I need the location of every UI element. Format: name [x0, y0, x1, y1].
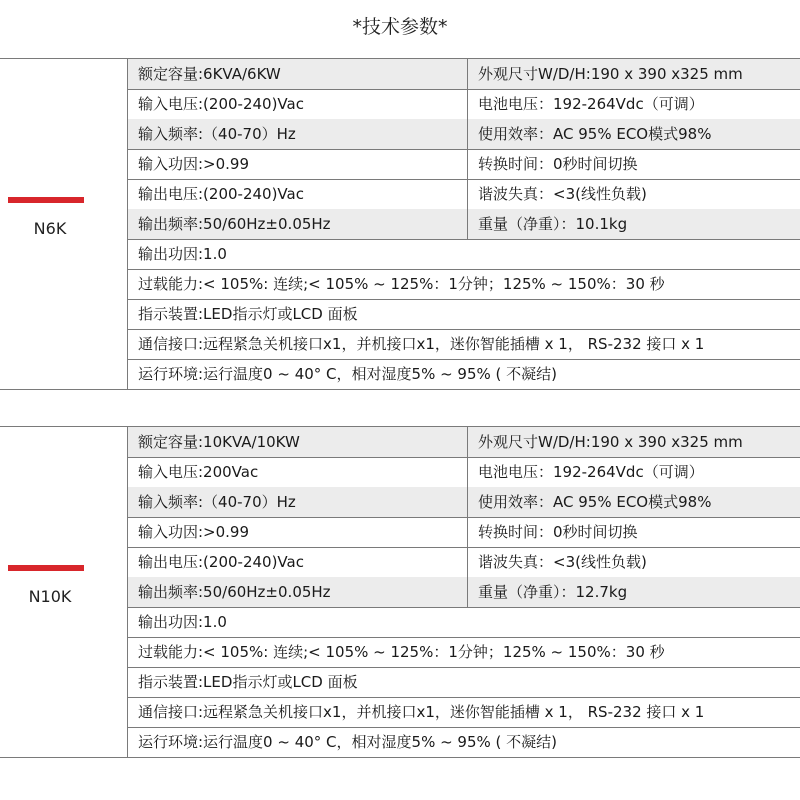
spec-row — [128, 487, 800, 518]
spec-cell-right: 使用效率：AC 95% ECO模式98% — [478, 125, 712, 143]
spec-cell-right: 谐波失真：<3(线性负载) — [478, 553, 647, 571]
spec-cell-right: 外观尺寸W/D/H:190 x 390 x325 mm — [478, 65, 743, 83]
spec-row — [128, 119, 800, 150]
spec-cell-left: 输出频率:50/60Hz±0.05Hz — [128, 577, 468, 607]
model-cell — [0, 427, 128, 757]
spec-row — [128, 359, 800, 389]
model-name: N10K — [28, 587, 72, 606]
spec-row — [128, 89, 800, 120]
spec-table-n6k — [0, 58, 800, 390]
spec-row — [128, 607, 800, 638]
spec-row — [128, 667, 800, 698]
spec-row — [128, 637, 800, 668]
spec-row — [128, 697, 800, 728]
spec-row — [128, 209, 800, 240]
model-name: N6K — [33, 219, 67, 238]
spec-cell-right: 外观尺寸W/D/H:190 x 390 x325 mm — [478, 433, 743, 451]
spec-cell-right: 使用效率：AC 95% ECO模式98% — [478, 493, 712, 511]
spec-cell: 指示装置:LED指示灯或LCD 面板 — [138, 305, 358, 323]
spec-row — [128, 577, 800, 608]
spec-cell: 输出功因:1.0 — [138, 245, 227, 263]
spec-table-n10k — [0, 426, 800, 758]
spec-cell-left: 输出频率:50/60Hz±0.05Hz — [128, 209, 468, 239]
spec-cell: 输出功因:1.0 — [138, 613, 227, 631]
spec-cell-left: 输出电压:(200-240)Vac — [128, 179, 468, 209]
spec-row — [128, 299, 800, 330]
spec-cell-right: 谐波失真：<3(线性负载) — [478, 185, 647, 203]
spec-row — [128, 149, 800, 180]
spec-cell-right: 电池电压：192-264Vdc（可调） — [478, 463, 704, 481]
spec-cell-left: 输入功因:>0.99 — [128, 517, 468, 547]
spec-cell: 运行环境:运行温度0 ~ 40° C，相对湿度5% ~ 95% ( 不凝结) — [138, 365, 558, 383]
spec-row — [128, 179, 800, 210]
page-title: *技术参数* — [352, 16, 448, 38]
spec-cell-right: 重量（净重）：12.7kg — [478, 583, 628, 601]
spec-row — [128, 329, 800, 360]
spec-cell-left: 额定容量:10KVA/10KW — [128, 427, 468, 457]
spec-cell: 过载能力:< 105%: 连续;< 105% ~ 125%：1分钟；125% ~ 150%：30 秒 — [138, 275, 665, 293]
spec-row — [128, 59, 800, 90]
spec-cell-left: 输入频率:（40-70）Hz — [128, 119, 468, 149]
spec-row — [128, 269, 800, 300]
spec-rows — [128, 59, 800, 389]
spec-row — [128, 427, 800, 458]
model-accent-bar — [8, 565, 84, 571]
spec-cell: 指示装置:LED指示灯或LCD 面板 — [138, 673, 358, 691]
spec-row — [128, 547, 800, 578]
spec-cell: 通信接口:远程紧急关机接口x1，并机接口x1，迷你智能插槽 x 1， RS-232 接口 x 1 — [138, 703, 705, 721]
spec-cell-left: 输入功因:>0.99 — [128, 149, 468, 179]
spec-rows — [128, 427, 800, 757]
spec-row — [128, 517, 800, 548]
spec-row — [128, 457, 800, 488]
model-accent-bar — [8, 197, 84, 203]
spec-cell-left: 输出电压:(200-240)Vac — [128, 547, 468, 577]
spec-cell-left: 输入电压:(200-240)Vac — [128, 89, 468, 119]
spec-cell-right: 转换时间：0秒时间切换 — [478, 155, 638, 173]
spec-row — [128, 239, 800, 270]
spec-cell-right: 电池电压：192-264Vdc（可调） — [478, 95, 704, 113]
spec-cell-left: 额定容量:6KVA/6KW — [128, 59, 468, 89]
spec-cell-left: 输入频率:（40-70）Hz — [128, 487, 468, 517]
spec-cell-right: 重量（净重）：10.1kg — [478, 215, 628, 233]
model-cell — [0, 59, 128, 389]
spec-row — [128, 727, 800, 757]
spec-cell: 运行环境:运行温度0 ~ 40° C，相对湿度5% ~ 95% ( 不凝结) — [138, 733, 558, 751]
spec-cell-left: 输入电压:200Vac — [128, 457, 468, 487]
spec-cell: 通信接口:远程紧急关机接口x1，并机接口x1，迷你智能插槽 x 1， RS-232 接口 x 1 — [138, 335, 705, 353]
spec-cell-right: 转换时间：0秒时间切换 — [478, 523, 638, 541]
spec-cell: 过载能力:< 105%: 连续;< 105% ~ 125%：1分钟；125% ~ 150%：30 秒 — [138, 643, 665, 661]
